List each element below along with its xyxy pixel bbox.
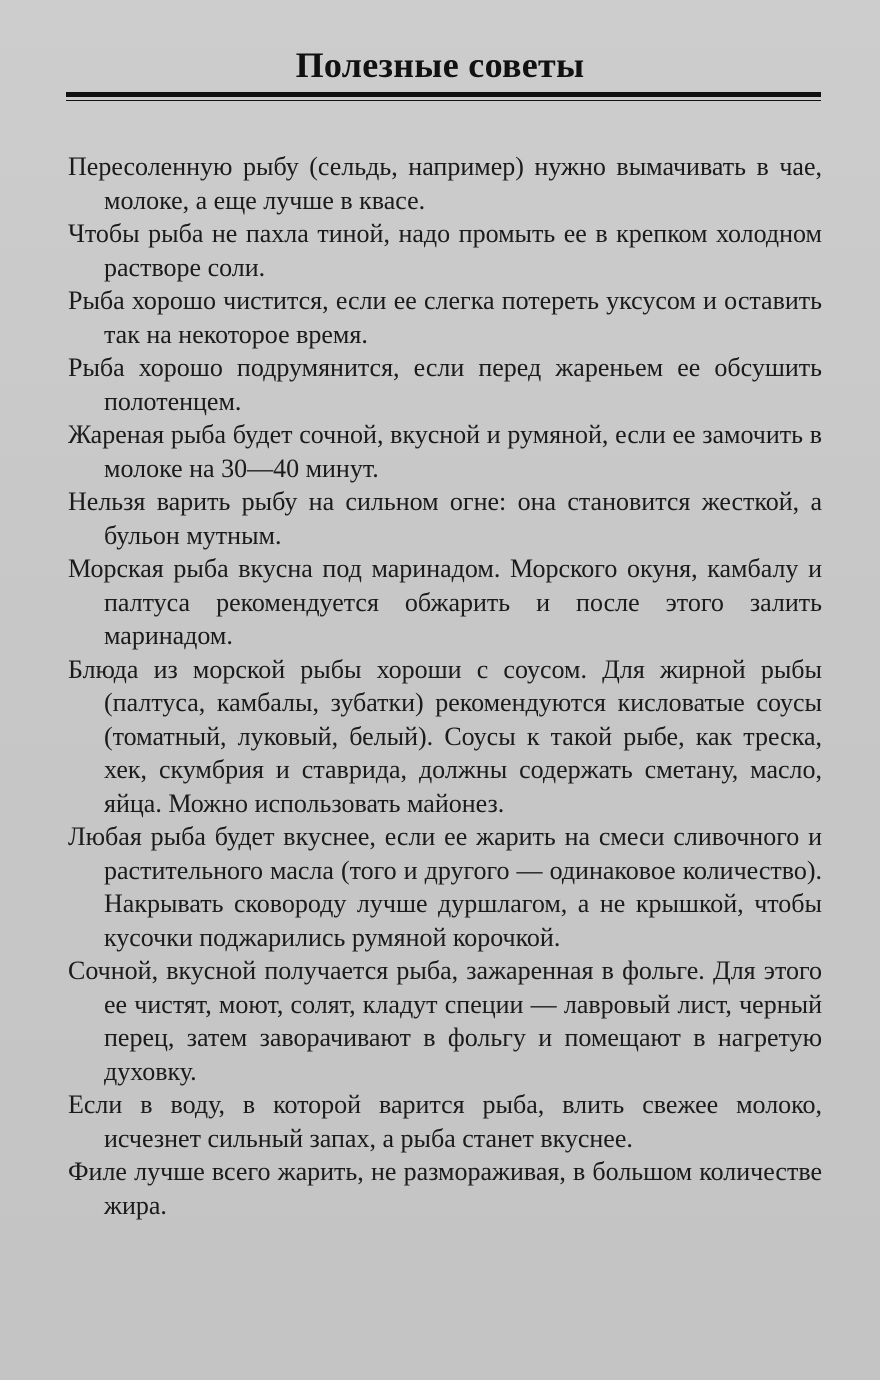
tip-item: Жареная рыба будет сочной, вкусной и румяной, если ее замочить в молоке на 30—40 минут. xyxy=(68,420,822,483)
tip-item: Если в воду, в которой варится рыба, влить свежее молоко, исчезнет сильный запах, а рыба станет вкуснее. xyxy=(68,1090,822,1153)
page-title: Полезные советы xyxy=(295,45,585,85)
tip-item: Любая рыба будет вкуснее, если ее жарить на смеси сливочного и растительного масла (того и другого — одинаковое количество). Накрывать сковороду лучше дуршлагом, а не крышкой, чтобы кусочки поджарились румяной корочкой. xyxy=(68,822,822,952)
tip-item: Сочной, вкусной получается рыба, зажаренная в фольге. Для этого ее чистят, моют, солят, кладут специи — лавровый лист, черный перец, затем заворачивают в фольгу и помещают в нагретую духовку. xyxy=(68,956,822,1086)
tip-item: Рыба хорошо чистится, если ее слегка потереть уксусом и оставить так на некоторое время. xyxy=(68,286,822,349)
tip-item: Рыба хорошо подрумянится, если перед жареньем ее обсушить полотенцем. xyxy=(68,353,822,416)
tip-item: Морская рыба вкусна под маринадом. Морского окуня, камбалу и палтуса рекомендуется обжарить и после этого залить маринадом. xyxy=(68,554,822,650)
title-rule-thick xyxy=(66,92,821,97)
tips-list xyxy=(68,150,822,1222)
tip-item: Филе лучше всего жарить, не размораживая, в большом количестве жира. xyxy=(68,1157,822,1220)
title-rule-thin xyxy=(66,100,821,101)
tip-item: Чтобы рыба не пахла тиной, надо промыть ее в крепком холодном растворе соли. xyxy=(68,219,822,282)
tip-item: Блюда из морской рыбы хороши с соусом. Для жирной рыбы (палтуса, камбалы, зубатки) рекомендуются кисловатые соусы (томатный, луковый, белый). Соусы к такой рыбе, как треска, хек, скумбрия и ставрида, должны содержать сметану, масло, яйца. Можно использовать майонез. xyxy=(68,654,822,818)
tip-item: Нельзя варить рыбу на сильном огне: она становится жесткой, а бульон мутным. xyxy=(68,487,822,550)
tip-item: Пересоленную рыбу (сельдь, например) нужно вымачивать в чае, молоке, а еще лучше в квасе. xyxy=(68,152,822,215)
